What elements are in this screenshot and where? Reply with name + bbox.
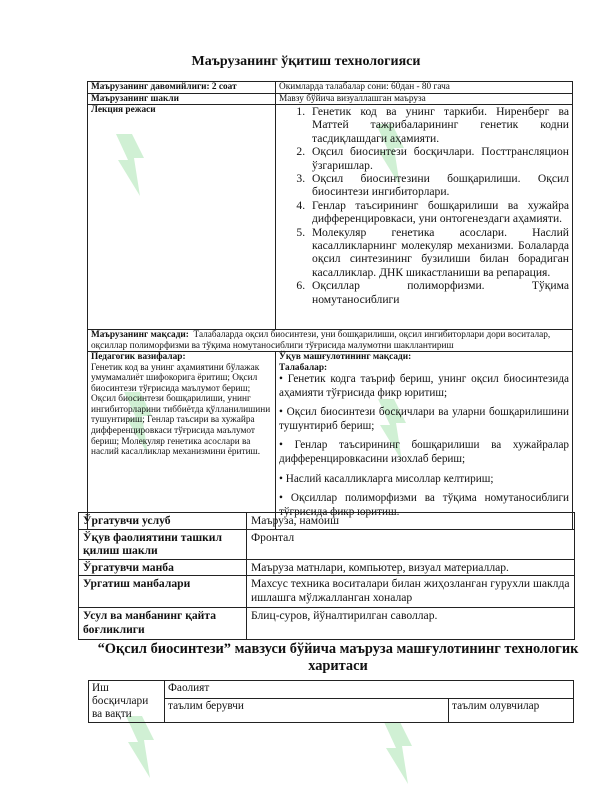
- method-value: Блиц-суров, йўналтирилган саволлар.: [247, 608, 575, 640]
- plan-label: Лекция режаси: [88, 105, 276, 330]
- res-sub: Талабалар:: [279, 362, 328, 373]
- teacher-header: таълим берувчи: [165, 699, 449, 723]
- method-value: Махсус техника воситалари билан жиҳозланган гурухли шаклда ишлашга мўлжалланган хоналар: [247, 576, 575, 608]
- duration-label: Маърузанинг давомийлиги: 2 соат: [88, 82, 276, 94]
- method-label: Ургатиш манбалари: [79, 576, 247, 608]
- list-item: 4. Генлар таъсирининг бошқарилиши ва хужайра дифференцировкаси, уни онтогенездаги аҳамияти.: [308, 199, 569, 226]
- pedagogical-tasks-cell: [88, 352, 276, 530]
- table-row: [88, 352, 573, 530]
- methods-table: [78, 512, 575, 640]
- ped-title: Педагогик вазифалар:: [91, 352, 186, 362]
- res-title: Ўқув машғулотининг мақсади:: [279, 352, 412, 362]
- list-item: 1. Генетик код ва унинг таркиби. Ниренберг ва Маттей тажрибаларининг генетик кодни тасдиқлашдаги аҳамияти.: [308, 105, 569, 145]
- list-item: • Наслий касалликларга мисоллар келтириш;: [279, 473, 569, 487]
- list-item: • Оқсил биосинтези босқичлари ва уларни бошқарилишини тушунтириб бериш;: [279, 406, 569, 433]
- table-row: [88, 105, 573, 330]
- list-item: 6. Оқсиллар полиморфизми. Тўқима номутаносиблиги: [308, 279, 569, 306]
- list-item: • Генетик кодга таъриф бериш, унинг оқсил биосинтезида аҳамияти тўғрисида фикр юритиш;: [279, 373, 569, 400]
- plan-list: [279, 105, 569, 306]
- student-header: таълим олувчилар: [449, 699, 574, 723]
- table-row: [79, 608, 575, 640]
- aim-cell: [88, 330, 573, 352]
- method-label: Усул ва манбанинг қайта боғликлиги: [79, 608, 247, 640]
- list-item: 5. Молекуляр генетика асослари. Наслий касалликларнинг молекуляр механизми. Болаларда оқсил синтезининг бузилиши билан борадиган касалликлар. ДНК шикастланиши ва репарация.: [308, 226, 569, 280]
- table-row: [88, 93, 573, 105]
- list-item: 2. Оқсил биосинтези босқичлари. Посттрансляцион ўзгаришлар.: [308, 145, 569, 172]
- plan-cell: [276, 105, 573, 330]
- method-value: Маъруза матнлари, компьютер, визуал материаллар.: [247, 559, 575, 576]
- activity-header: Фаолият: [165, 681, 574, 699]
- aim-text: Талабаларда оқсил биосинтези, уни бошқарилиши, оқсил ингибиторлари дори воситалар, оқсиллар полиморфизми ва тўқима номутаносиблиги тўғрисида малумотни шакллантириш: [91, 330, 551, 351]
- students-value: Окимларда талабалар сони: 60дан - 80 гача: [276, 82, 573, 94]
- list-item: 3. Оқсил биосинтезини бошқарилиши. Оқсил биосинтези ингибиторлари.: [308, 172, 569, 199]
- table-row: [88, 330, 573, 352]
- method-label: Ўргатувчи услуб: [79, 513, 247, 530]
- table-row: [79, 529, 575, 559]
- form-label: Маърузанинг шакли: [88, 93, 276, 105]
- technology-map-table: [88, 680, 574, 723]
- page-title: Маърузанинг ўқитиш технологияси: [191, 54, 421, 69]
- list-item: • Оқсиллар полиморфизми ва тўқима номутаносиблиги тўғрисида фикр юритиш.: [279, 492, 569, 519]
- table-row: [79, 513, 575, 530]
- watermark-logo: [378, 718, 418, 788]
- table-row: [89, 681, 574, 699]
- lecture-info-table: [87, 81, 573, 530]
- method-value: Маъруза, намоиш: [247, 513, 575, 530]
- method-label: Ўқув фаолиятини ташкил қилиш шакли: [79, 529, 247, 559]
- method-value: Фронтал: [247, 529, 575, 559]
- map-title: “Оқсил биосинтези” мавзуси бўйича маъруза машғулотининг технологик харитаси: [97, 641, 579, 674]
- ped-text: Генетик код ва унинг аҳамиятини бўлажак умумамалиёт шифокорига ёритиш; Оқсил биосинтези тўғрисида маълумот бериш; Оқсил биосинтези бошқарилиши, унинг ингибиторларини тиббиётда қўлланилишини тушунтириш; Генлар таъсири ва хужайра дифференцировкаси тўғрисида маълумот бериш; Молекуляр генетика асослари ва наслий касалликлар механизмини ёритиш.: [91, 362, 271, 458]
- learning-results-cell: [276, 352, 573, 530]
- table-row: [79, 559, 575, 576]
- form-value: Мавзу бўйича визуаллашган маъруза: [276, 93, 573, 105]
- results-list: [279, 373, 569, 519]
- list-item: • Генлар таъсирининг бошқарилиши ва хужайралар дифференцировкасини изохлаб бериш;: [279, 439, 569, 466]
- aim-label: Маърузанинг мақсади:: [91, 330, 189, 340]
- table-row: [88, 82, 573, 94]
- table-row: [79, 576, 575, 608]
- stage-header: Иш босқичлари ва вақти: [89, 681, 165, 723]
- method-label: Ўргатувчи манба: [79, 559, 247, 576]
